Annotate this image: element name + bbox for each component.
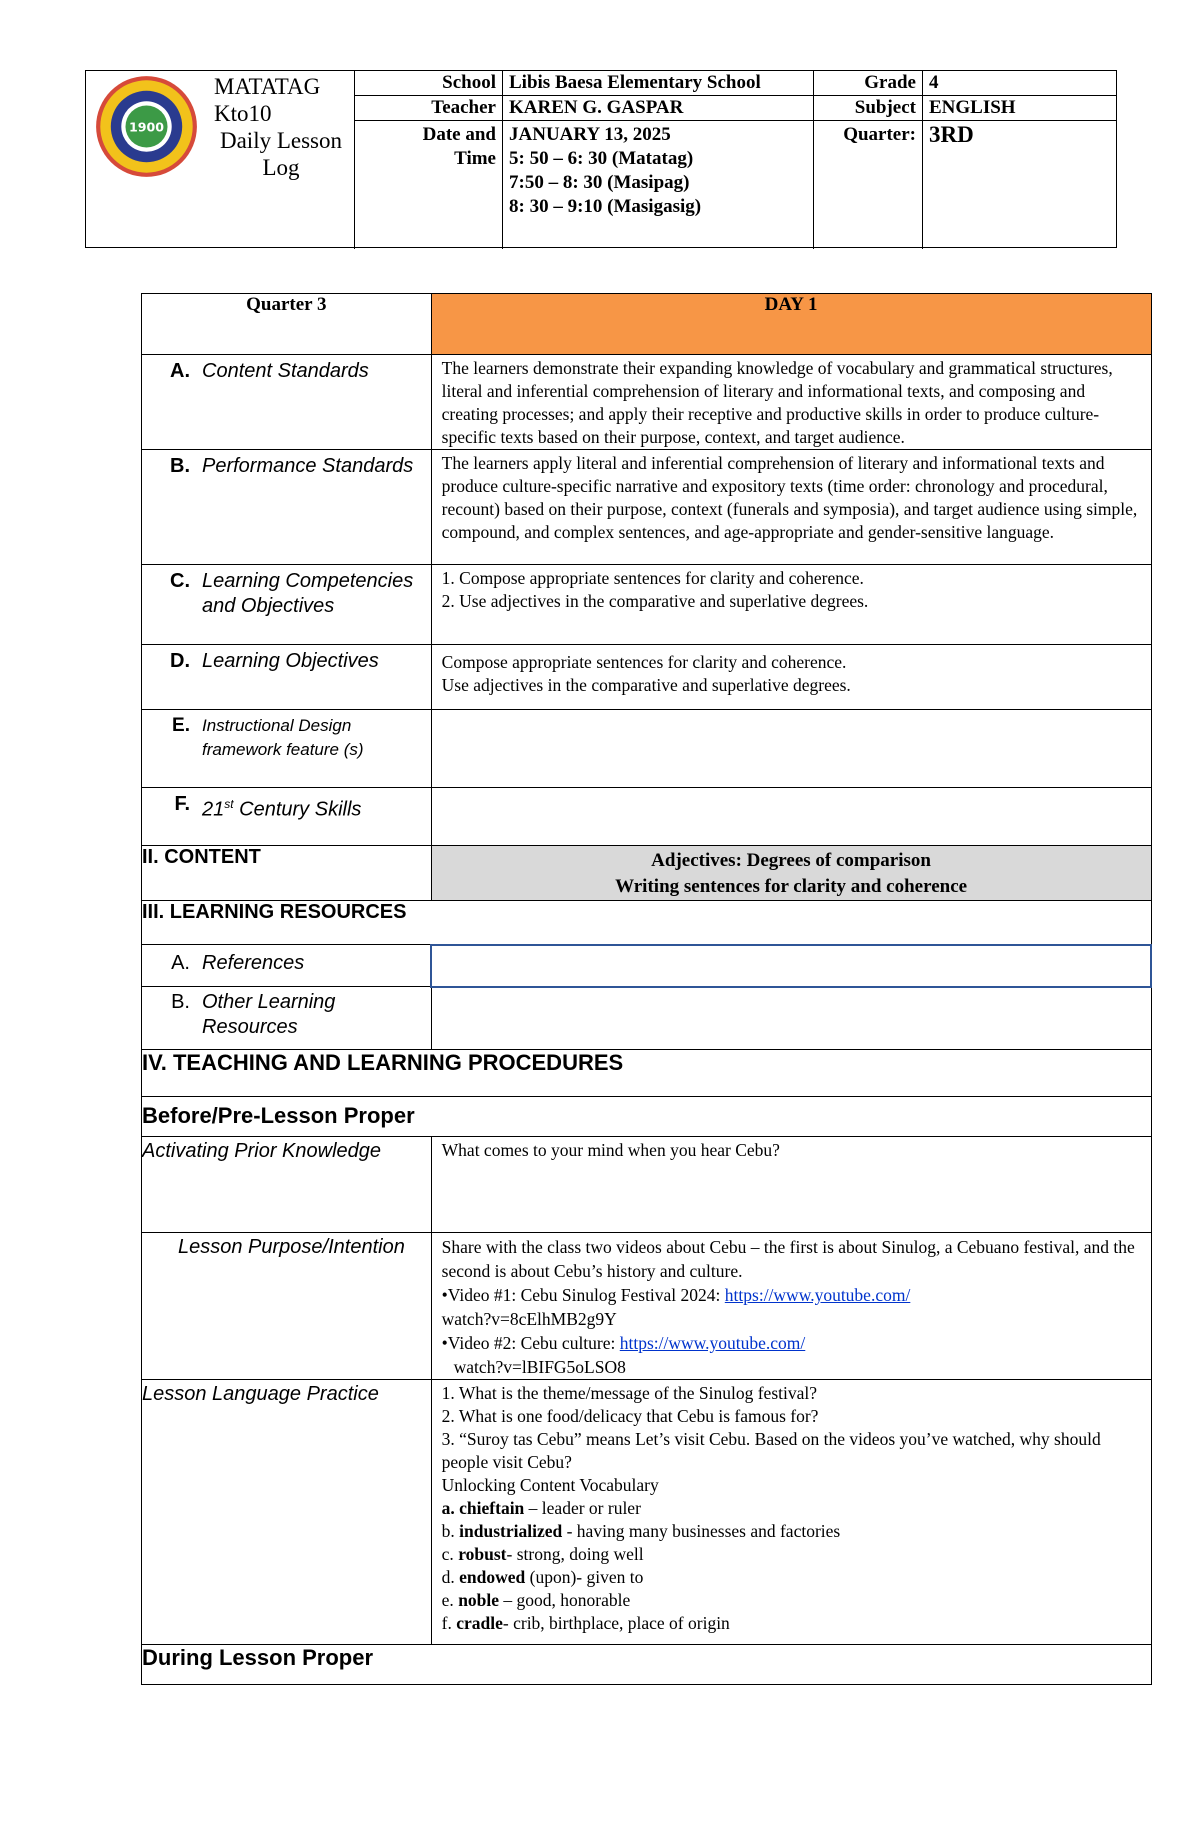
date-label-line-1: Date and bbox=[422, 124, 496, 145]
quarter-value: 3RD bbox=[923, 121, 1117, 249]
grade-value: 4 bbox=[923, 71, 1117, 96]
vocab-item bbox=[442, 1543, 1141, 1566]
grade-label: Grade bbox=[814, 71, 923, 96]
row-letter: B. bbox=[171, 991, 190, 1013]
vocab-letter: e. bbox=[441, 1590, 459, 1610]
school-value: Libis Baesa Elementary School bbox=[503, 71, 814, 96]
ordinal-suffix: st bbox=[224, 797, 234, 811]
activating-cell bbox=[431, 1137, 1151, 1233]
time-line-3: 8: 30 – 9:10 (Masigasig) bbox=[509, 196, 702, 217]
row-label bbox=[202, 792, 431, 823]
quarter-label: Quarter: bbox=[814, 121, 923, 249]
content-section-label: II. CONTENT bbox=[142, 846, 432, 901]
competencies-label bbox=[142, 565, 432, 645]
ordinal-number: 21 bbox=[202, 798, 225, 821]
vocab-letter: b. bbox=[441, 1521, 460, 1541]
content-topic-2: Writing sentences for clarity and coherence bbox=[615, 876, 968, 897]
teacher-label: Teacher bbox=[355, 96, 503, 121]
practice-label: Lesson Language Practice bbox=[142, 1380, 432, 1645]
row-letter: D. bbox=[170, 650, 190, 672]
vocab-item bbox=[442, 1497, 1141, 1520]
row-label: Instructional Design framework feature (s) bbox=[202, 716, 364, 759]
date-line: JANUARY 13, 2025 bbox=[509, 124, 671, 145]
title-line-4: Log bbox=[262, 155, 300, 180]
purpose-text: Share with the class two videos about Cebu – the first is about Sinulog, a Cebuano festival, and the second is about Cebu’s history and culture. bbox=[441, 1237, 1135, 1281]
vocab-definition: – good, honorable bbox=[499, 1590, 631, 1610]
vocab-item bbox=[442, 1612, 1141, 1635]
lesson-log-header bbox=[85, 70, 1117, 248]
school-seal-logo bbox=[94, 74, 199, 179]
vocab-item bbox=[442, 1520, 1141, 1543]
vocab-title: Unlocking Content Vocabulary bbox=[441, 1475, 659, 1495]
vocab-item bbox=[442, 1589, 1141, 1612]
objectives-label bbox=[142, 645, 432, 710]
practice-question-2: 2. What is one food/delicacy that Cebu is famous for? bbox=[441, 1406, 819, 1426]
title-line-3: Daily Lesson bbox=[219, 128, 342, 153]
content-topic-1: Adjectives: Degrees of comparison bbox=[651, 850, 931, 871]
during-lesson-heading: During Lesson Proper bbox=[142, 1645, 1152, 1685]
vocab-definition: – leader or ruler bbox=[524, 1498, 641, 1518]
row-letter: C. bbox=[170, 570, 190, 592]
vocab-definition: (upon)- given to bbox=[525, 1567, 644, 1587]
other-resources-label bbox=[142, 987, 432, 1050]
vocab-definition: - crib, birthplace, place of origin bbox=[502, 1613, 730, 1633]
skills-text: Century Skills bbox=[233, 798, 362, 821]
competencies-cell bbox=[431, 565, 1151, 645]
vocab-definition: - having many businesses and factories bbox=[562, 1521, 841, 1541]
header-info-table bbox=[354, 71, 1116, 249]
video-1-label: •Video #1: Cebu Sinulog Festival 2024: bbox=[441, 1285, 725, 1305]
video-1-id: watch?v=8cElhMB2g9Y bbox=[441, 1309, 617, 1329]
activating-text: What comes to your mind when you hear Cebu? bbox=[441, 1140, 780, 1160]
row-label: Learning Objectives bbox=[202, 650, 379, 672]
date-time-value bbox=[503, 121, 814, 249]
vocab-letter: f. bbox=[441, 1613, 457, 1633]
video-2-label: •Video #2: Cebu culture: bbox=[441, 1333, 620, 1353]
references-label bbox=[142, 945, 432, 987]
lesson-plan-table bbox=[141, 293, 1152, 1685]
content-standards-text: The learners demonstrate their expanding knowledge of vocabulary and grammatical structures, literal and inferential comprehension of literary and informational texts, and composing and creating processes; and apply their receptive and productive skills in order to produce culture-specific texts based on their purpose, context, and target audience. bbox=[441, 358, 1113, 447]
title-line-1: MATATAG bbox=[214, 74, 321, 99]
time-line-2: 7:50 – 8: 30 (Masipag) bbox=[509, 172, 690, 193]
pre-lesson-heading: Before/Pre-Lesson Proper bbox=[142, 1097, 1152, 1137]
vocab-item bbox=[442, 1566, 1141, 1589]
activating-label: Activating Prior Knowledge bbox=[142, 1137, 432, 1233]
vocab-definition: - strong, doing well bbox=[506, 1544, 644, 1564]
video-2-id: watch?v=lBIFG5oLSO8 bbox=[453, 1357, 626, 1377]
time-line-1: 5: 50 – 6: 30 (Matatag) bbox=[509, 148, 694, 169]
subject-value: ENGLISH bbox=[923, 96, 1117, 121]
learning-resources-heading: III. LEARNING RESOURCES bbox=[142, 901, 1152, 945]
quarter-header: Quarter 3 bbox=[142, 294, 432, 355]
date-label-line-2: Time bbox=[454, 148, 496, 169]
title-line-2: Kto10 bbox=[214, 101, 272, 126]
video-2-link[interactable]: https://www.youtube.com/ bbox=[619, 1333, 806, 1353]
other-resources-cell bbox=[431, 987, 1151, 1050]
practice-question-3: 3. “Suroy tas Cebu” means Let’s visit Cebu. Based on the videos you’ve watched, why should people visit Cebu? bbox=[441, 1429, 1101, 1472]
vocab-letter: d. bbox=[441, 1567, 460, 1587]
competency-1: 1. Compose appropriate sentences for clarity and coherence. bbox=[441, 568, 864, 588]
date-time-label bbox=[355, 121, 503, 249]
row-letter: F. bbox=[174, 793, 190, 815]
instructional-design-cell bbox=[431, 710, 1151, 788]
vocab-letter: c. bbox=[441, 1544, 459, 1564]
practice-cell bbox=[431, 1380, 1151, 1645]
vocab-word: cradle bbox=[456, 1613, 503, 1633]
row-label: Learning Competencies and Objectives bbox=[202, 570, 414, 617]
vocab-letter: a. bbox=[441, 1498, 460, 1518]
log-title bbox=[206, 73, 356, 181]
instructional-design-label bbox=[142, 710, 432, 788]
row-label: References bbox=[202, 952, 305, 974]
school-label: School bbox=[355, 71, 503, 96]
procedures-heading: IV. TEACHING AND LEARNING PROCEDURES bbox=[142, 1050, 1152, 1097]
video-2 bbox=[442, 1331, 1141, 1355]
practice-question-1: 1. What is the theme/message of the Sinulog festival? bbox=[441, 1383, 818, 1403]
row-letter: A. bbox=[171, 952, 190, 974]
objectives-cell bbox=[431, 645, 1151, 710]
row-label: Other Learning Resources bbox=[202, 991, 336, 1038]
seal-year: 1900 bbox=[128, 119, 165, 135]
row-label: Performance Standards bbox=[202, 455, 414, 477]
subject-label: Subject bbox=[814, 96, 923, 121]
teacher-value: KAREN G. GASPAR bbox=[503, 96, 814, 121]
purpose-cell bbox=[431, 1233, 1151, 1380]
vocab-word: robust bbox=[458, 1544, 507, 1564]
references-cell[interactable] bbox=[431, 945, 1151, 987]
row-letter: E. bbox=[172, 715, 190, 736]
competency-2: 2. Use adjectives in the comparative and superlative degrees. bbox=[441, 591, 869, 611]
content-standards-label bbox=[142, 355, 432, 450]
century-skills-cell bbox=[431, 788, 1151, 846]
row-label: Content Standards bbox=[202, 360, 369, 382]
video-1 bbox=[442, 1283, 1141, 1307]
content-standards-cell bbox=[431, 355, 1151, 450]
purpose-label: Lesson Purpose/Intention bbox=[142, 1233, 432, 1380]
century-skills-label bbox=[142, 788, 432, 846]
video-1-link[interactable]: https://www.youtube.com/ bbox=[724, 1285, 911, 1305]
vocab-word: noble bbox=[458, 1590, 500, 1610]
objective-2: Use adjectives in the comparative and superlative degrees. bbox=[441, 675, 851, 695]
row-letter: A. bbox=[170, 360, 190, 382]
vocab-word: chieftain bbox=[459, 1498, 525, 1518]
row-letter: B. bbox=[170, 455, 190, 477]
vocab-word: endowed bbox=[459, 1567, 526, 1587]
performance-standards-text: The learners apply literal and inferential comprehension of literary and informational texts and produce culture-specific narrative and expository texts (time order: chronology and procedural, recount) based on their purpose, context (funerals and symposia), and target audience using simple, compound, and complex sentences, and age-appropriate and gender-sensitive language. bbox=[441, 453, 1138, 542]
day-header: DAY 1 bbox=[431, 294, 1151, 355]
content-section-cell bbox=[431, 846, 1151, 901]
objective-1: Compose appropriate sentences for clarity and coherence. bbox=[441, 652, 847, 672]
performance-standards-cell bbox=[431, 450, 1151, 565]
performance-standards-label bbox=[142, 450, 432, 565]
vocab-word: industrialized bbox=[459, 1521, 563, 1541]
